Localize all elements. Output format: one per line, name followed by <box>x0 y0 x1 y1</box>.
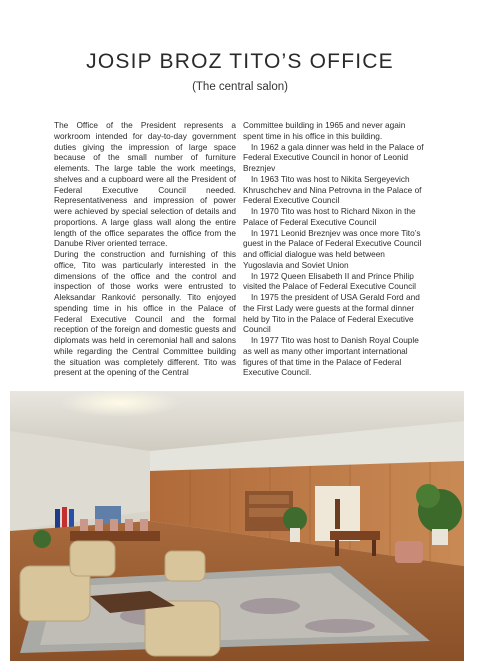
left-text-column <box>54 120 236 378</box>
body-paragraph: In 1971 Leonid Breznjev was once more Tito’s guest in the Palace of Federal Executive Council and official dialogue was held between Yugoslavia and Soviet Union <box>243 227 422 270</box>
body-paragraph: In 1972 Queen Elisabeth II and Prince Philip visited the Palace of Federal Executive Council <box>243 270 416 292</box>
body-paragraph: In 1963 Tito was host to Nikita Sergeyevich Khruschchev and Nina Petrovna in the Palace of Federal Executive Council <box>243 173 422 206</box>
page-subtitle: (The central salon) <box>192 81 288 93</box>
office-salon-photo <box>10 391 464 661</box>
body-paragraph: In 1975 the president of USA Gerald Ford and the First Lady were guests at the formal dinner held by Tito in the Palace of Federal Executive Council <box>243 292 420 335</box>
body-paragraph: During the construction and furnishing of this office, Tito was particularly interested in the dimensions of the office and the control and inspection of those works were entrusted to Aleksandar Ranković personally. Tito enjoyed spending time in his office in the Palace of Federal Executive Council and the formal reception of the foreign and domestic guests and diplomats was held in ceremonial hall and salons while regarding the Central Committee building the situation was completely different. Tito was present at the opening of the Central <box>54 249 236 378</box>
body-paragraph: In 1970 Tito was host to Richard Nixon in the Palace of Federal Executive Council <box>243 206 416 227</box>
page-title: JOSIP BROZ TITO’S OFFICE <box>86 50 394 73</box>
body-paragraph: In 1977 Tito was host to Danish Royal Couple as well as many other important international figures of that time in the Palace of Federal Executive Council. <box>243 335 419 378</box>
body-paragraph: Committee building in 1965 and never again spent time in his office in this building. <box>243 120 406 141</box>
body-paragraph: The Office of the President represents a workroom intended for day-to-day government duties giving the impression of large space because of the small number of furniture elements. The large table the work meetings, shelves and a cupboard were all the President of Federal Executive Council needed. Representativeness and impression of power were achieved by special selection of details and proportions. A large glass wall along the entire length of the office separates the office from the Danube River oriented terrace. <box>54 120 236 249</box>
body-paragraph: In 1962 a gala dinner was held in the Palace of Federal Executive Council in honor of Leonid Breznjev <box>243 141 424 173</box>
right-text-column <box>243 120 427 378</box>
